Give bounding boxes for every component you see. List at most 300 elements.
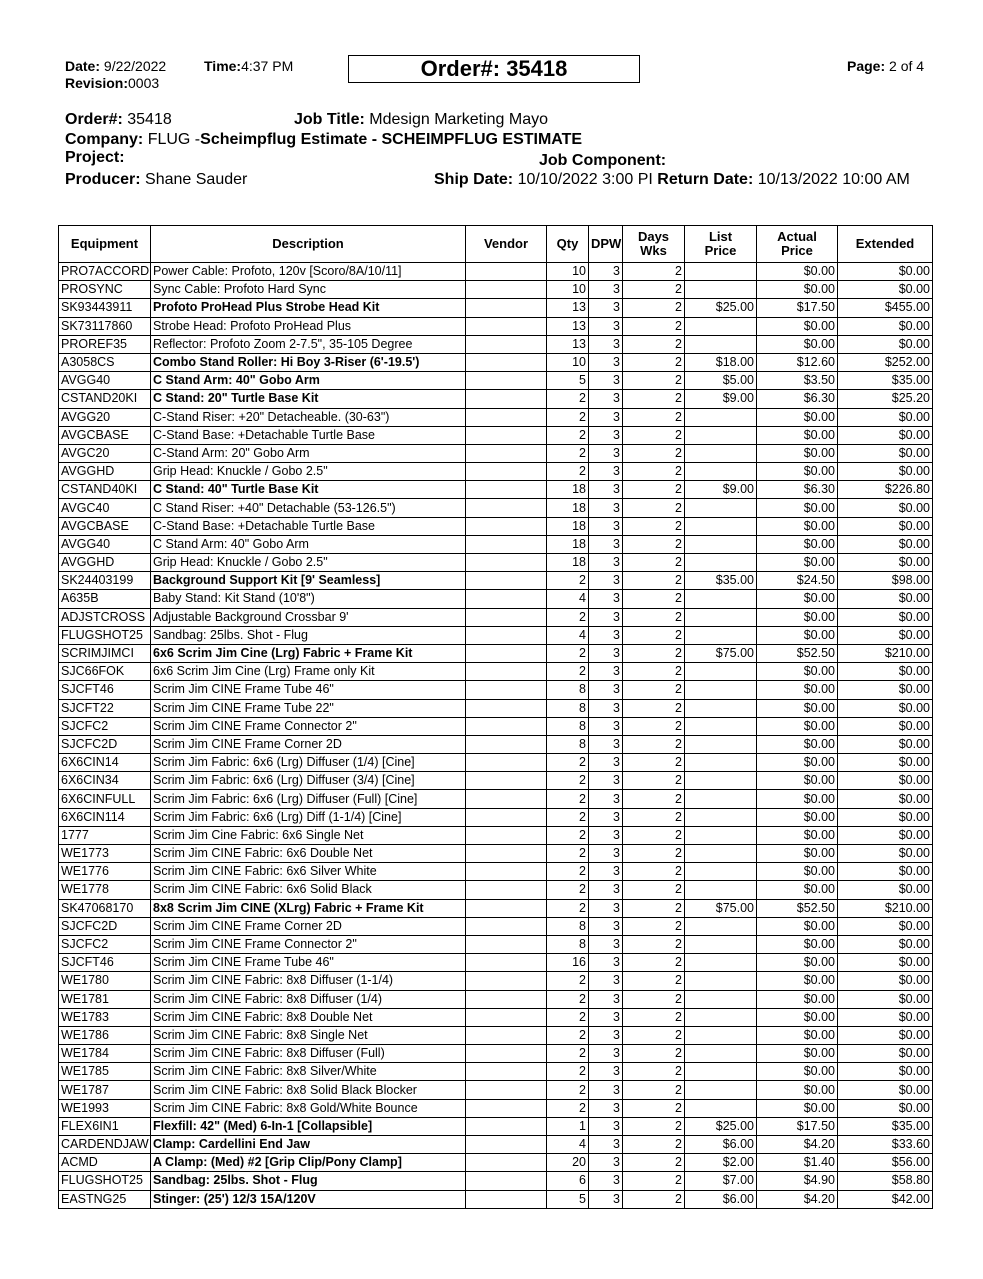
cell-vendor xyxy=(466,1081,547,1099)
revision-label: Revision: xyxy=(65,75,129,91)
cell-list-price xyxy=(685,263,757,281)
cell-qty: 16 xyxy=(547,954,589,972)
cell-vendor xyxy=(466,372,547,390)
cell-actual-price: $6.30 xyxy=(757,481,838,499)
table-row xyxy=(59,935,933,953)
cell-equipment: AVGC20 xyxy=(59,444,151,462)
cell-actual-price: $0.00 xyxy=(757,335,838,353)
cell-equipment: WE1785 xyxy=(59,1063,151,1081)
col-vendor: Vendor xyxy=(466,226,547,263)
cell-days: 2 xyxy=(623,881,685,899)
cell-qty: 5 xyxy=(547,1190,589,1208)
table-row xyxy=(59,1136,933,1154)
cell-description: Flexfill: 42" (Med) 6-In-1 [Collapsible] xyxy=(151,1117,466,1135)
cell-days: 2 xyxy=(623,372,685,390)
cell-extended: $58.80 xyxy=(838,1172,933,1190)
cell-qty: 18 xyxy=(547,535,589,553)
job-title-value: Mdesign Marketing Mayo xyxy=(369,111,549,128)
col-actual-price: Actual Price xyxy=(757,226,838,263)
cell-description: C Stand Riser: +40" Detachable (53-126.5") xyxy=(151,499,466,517)
cell-actual-price: $0.00 xyxy=(757,717,838,735)
table-row xyxy=(59,826,933,844)
cell-vendor xyxy=(466,1136,547,1154)
cell-description: Scrim Jim CINE Fabric: 8x8 Single Net xyxy=(151,1026,466,1044)
cell-vendor xyxy=(466,1117,547,1135)
table-row xyxy=(59,845,933,863)
cell-dpw: 3 xyxy=(589,463,623,481)
table-row xyxy=(59,554,933,572)
cell-days: 2 xyxy=(623,663,685,681)
cell-dpw: 3 xyxy=(589,263,623,281)
cell-vendor xyxy=(466,1190,547,1208)
cell-qty: 2 xyxy=(547,572,589,590)
time-label: Time: xyxy=(204,58,242,74)
cell-description: Power Cable: Profoto, 120v [Scoro/8A/10/11] xyxy=(151,263,466,281)
cell-dpw: 3 xyxy=(589,353,623,371)
cell-actual-price: $0.00 xyxy=(757,772,838,790)
cell-list-price xyxy=(685,717,757,735)
cell-equipment: SJC66FOK xyxy=(59,663,151,681)
cell-vendor xyxy=(466,808,547,826)
cell-description: Strobe Head: Profoto ProHead Plus xyxy=(151,317,466,335)
cell-extended: $56.00 xyxy=(838,1154,933,1172)
cell-description: Profoto ProHead Plus Strobe Head Kit xyxy=(151,299,466,317)
cell-qty: 8 xyxy=(547,917,589,935)
cell-qty: 2 xyxy=(547,1099,589,1117)
table-row xyxy=(59,317,933,335)
cell-days: 2 xyxy=(623,590,685,608)
cell-dpw: 3 xyxy=(589,390,623,408)
cell-equipment: WE1778 xyxy=(59,881,151,899)
cell-dpw: 3 xyxy=(589,1190,623,1208)
cell-dpw: 3 xyxy=(589,954,623,972)
cell-actual-price: $0.00 xyxy=(757,608,838,626)
cell-vendor xyxy=(466,535,547,553)
cell-equipment: CARDENDJAW xyxy=(59,1136,151,1154)
cell-vendor xyxy=(466,481,547,499)
cell-days: 2 xyxy=(623,735,685,753)
cell-description: Scrim Jim Fabric: 6x6 (Lrg) Diffuser (Full) [Cine] xyxy=(151,790,466,808)
ship-date-value: 10/10/2022 3:00 PI xyxy=(517,171,653,188)
cell-description: 8x8 Scrim Jim CINE (XLrg) Fabric + Frame Kit xyxy=(151,899,466,917)
cell-days: 2 xyxy=(623,626,685,644)
cell-dpw: 3 xyxy=(589,554,623,572)
cell-dpw: 3 xyxy=(589,699,623,717)
cell-days: 2 xyxy=(623,1190,685,1208)
cell-description: Scrim Jim CINE Frame Corner 2D xyxy=(151,735,466,753)
table-row xyxy=(59,517,933,535)
cell-vendor xyxy=(466,463,547,481)
project-label: Project: xyxy=(65,149,125,166)
cell-days: 2 xyxy=(623,426,685,444)
order-number-box: Order#: 35418 xyxy=(348,55,640,83)
cell-actual-price: $52.50 xyxy=(757,644,838,662)
cell-list-price xyxy=(685,1008,757,1026)
producer-label: Producer: xyxy=(65,171,141,188)
cell-actual-price: $0.00 xyxy=(757,590,838,608)
cell-dpw: 3 xyxy=(589,1172,623,1190)
cell-days: 2 xyxy=(623,335,685,353)
cell-vendor xyxy=(466,444,547,462)
cell-equipment: WE1787 xyxy=(59,1081,151,1099)
cell-qty: 13 xyxy=(547,317,589,335)
cell-dpw: 3 xyxy=(589,845,623,863)
cell-description: A Clamp: (Med) #2 [Grip Clip/Pony Clamp] xyxy=(151,1154,466,1172)
cell-list-price xyxy=(685,1045,757,1063)
cell-description: Scrim Jim CINE Fabric: 6x6 Double Net xyxy=(151,845,466,863)
cell-actual-price: $0.00 xyxy=(757,408,838,426)
cell-list-price xyxy=(685,535,757,553)
table-row xyxy=(59,972,933,990)
cell-days: 2 xyxy=(623,1063,685,1081)
cell-extended: $42.00 xyxy=(838,1190,933,1208)
cell-equipment: AVGG20 xyxy=(59,408,151,426)
cell-days: 2 xyxy=(623,608,685,626)
cell-equipment: AVGC40 xyxy=(59,499,151,517)
cell-description: Scrim Jim CINE Fabric: 6x6 Solid Black xyxy=(151,881,466,899)
table-row xyxy=(59,626,933,644)
cell-qty: 2 xyxy=(547,408,589,426)
cell-days: 2 xyxy=(623,499,685,517)
cell-equipment: WE1781 xyxy=(59,990,151,1008)
cell-actual-price: $0.00 xyxy=(757,463,838,481)
cell-vendor xyxy=(466,1172,547,1190)
cell-extended: $0.00 xyxy=(838,1045,933,1063)
cell-extended: $0.00 xyxy=(838,1099,933,1117)
table-row xyxy=(59,1172,933,1190)
cell-dpw: 3 xyxy=(589,626,623,644)
cell-equipment: PROREF35 xyxy=(59,335,151,353)
cell-description: Scrim Jim Fabric: 6x6 (Lrg) Diffuser (3/4) [Cine] xyxy=(151,772,466,790)
cell-qty: 2 xyxy=(547,644,589,662)
cell-days: 2 xyxy=(623,1008,685,1026)
cell-qty: 2 xyxy=(547,790,589,808)
cell-description: Background Support Kit [9' Seamless] xyxy=(151,572,466,590)
table-row xyxy=(59,663,933,681)
table-row xyxy=(59,917,933,935)
table-row xyxy=(59,590,933,608)
cell-list-price: $75.00 xyxy=(685,644,757,662)
cell-list-price xyxy=(685,590,757,608)
cell-extended: $0.00 xyxy=(838,608,933,626)
cell-description: Scrim Jim CINE Frame Tube 46" xyxy=(151,954,466,972)
cell-list-price xyxy=(685,699,757,717)
table-row xyxy=(59,1063,933,1081)
cell-vendor xyxy=(466,990,547,1008)
cell-equipment: SJCFT46 xyxy=(59,681,151,699)
cell-actual-price: $0.00 xyxy=(757,790,838,808)
cell-description: Sync Cable: Profoto Hard Sync xyxy=(151,281,466,299)
cell-dpw: 3 xyxy=(589,863,623,881)
cell-list-price xyxy=(685,281,757,299)
cell-equipment: FLEX6IN1 xyxy=(59,1117,151,1135)
table-row xyxy=(59,1008,933,1026)
cell-qty: 18 xyxy=(547,499,589,517)
ship-date-label: Ship Date: xyxy=(434,171,514,188)
cell-qty: 2 xyxy=(547,663,589,681)
cell-qty: 2 xyxy=(547,845,589,863)
cell-actual-price: $0.00 xyxy=(757,826,838,844)
cell-dpw: 3 xyxy=(589,572,623,590)
cell-extended: $0.00 xyxy=(838,1026,933,1044)
cell-dpw: 3 xyxy=(589,499,623,517)
cell-description: Scrim Jim CINE Fabric: 8x8 Solid Black Blocker xyxy=(151,1081,466,1099)
cell-vendor xyxy=(466,353,547,371)
cell-qty: 10 xyxy=(547,281,589,299)
table-row xyxy=(59,1117,933,1135)
cell-extended: $25.20 xyxy=(838,390,933,408)
cell-actual-price: $0.00 xyxy=(757,1063,838,1081)
order-label: Order#: xyxy=(65,111,123,128)
cell-actual-price: $0.00 xyxy=(757,1045,838,1063)
cell-dpw: 3 xyxy=(589,317,623,335)
return-date-value: 10/13/2022 10:00 AM xyxy=(757,171,910,188)
cell-vendor xyxy=(466,935,547,953)
cell-qty: 4 xyxy=(547,590,589,608)
cell-actual-price: $0.00 xyxy=(757,554,838,572)
table-row xyxy=(59,790,933,808)
cell-vendor xyxy=(466,845,547,863)
cell-equipment: WE1993 xyxy=(59,1099,151,1117)
cell-vendor xyxy=(466,590,547,608)
cell-actual-price: $4.20 xyxy=(757,1136,838,1154)
cell-dpw: 3 xyxy=(589,517,623,535)
cell-dpw: 3 xyxy=(589,590,623,608)
cell-equipment: WE1773 xyxy=(59,845,151,863)
cell-days: 2 xyxy=(623,572,685,590)
cell-description: Scrim Jim CINE Fabric: 8x8 Diffuser (Full) xyxy=(151,1045,466,1063)
cell-dpw: 3 xyxy=(589,663,623,681)
cell-list-price xyxy=(685,517,757,535)
cell-days: 2 xyxy=(623,281,685,299)
cell-vendor xyxy=(466,426,547,444)
cell-extended: $0.00 xyxy=(838,863,933,881)
table-row xyxy=(59,372,933,390)
cell-days: 2 xyxy=(623,1081,685,1099)
cell-qty: 2 xyxy=(547,899,589,917)
cell-qty: 4 xyxy=(547,626,589,644)
cell-dpw: 3 xyxy=(589,372,623,390)
cell-days: 2 xyxy=(623,772,685,790)
table-row xyxy=(59,735,933,753)
cell-actual-price: $0.00 xyxy=(757,281,838,299)
table-row xyxy=(59,1026,933,1044)
cell-qty: 13 xyxy=(547,299,589,317)
cell-days: 2 xyxy=(623,917,685,935)
table-row xyxy=(59,1154,933,1172)
cell-description: Grip Head: Knuckle / Gobo 2.5" xyxy=(151,554,466,572)
cell-actual-price: $0.00 xyxy=(757,990,838,1008)
cell-days: 2 xyxy=(623,790,685,808)
cell-days: 2 xyxy=(623,863,685,881)
cell-list-price xyxy=(685,335,757,353)
table-row xyxy=(59,717,933,735)
cell-actual-price: $0.00 xyxy=(757,426,838,444)
cell-equipment: WE1776 xyxy=(59,863,151,881)
cell-days: 2 xyxy=(623,899,685,917)
cell-days: 2 xyxy=(623,826,685,844)
cell-days: 2 xyxy=(623,408,685,426)
cell-dpw: 3 xyxy=(589,1026,623,1044)
cell-actual-price: $0.00 xyxy=(757,681,838,699)
cell-actual-price: $4.90 xyxy=(757,1172,838,1190)
cell-days: 2 xyxy=(623,1117,685,1135)
cell-vendor xyxy=(466,790,547,808)
cell-extended: $0.00 xyxy=(838,917,933,935)
cell-list-price xyxy=(685,663,757,681)
cell-actual-price: $52.50 xyxy=(757,899,838,917)
cell-description: Scrim Jim CINE Frame Tube 46" xyxy=(151,681,466,699)
cell-description: C Stand: 40" Turtle Base Kit xyxy=(151,481,466,499)
cell-description: Scrim Jim CINE Fabric: 8x8 Diffuser (1-1/4) xyxy=(151,972,466,990)
revision-line xyxy=(65,75,159,91)
cell-list-price xyxy=(685,772,757,790)
table-row xyxy=(59,954,933,972)
cell-dpw: 3 xyxy=(589,335,623,353)
date-label: Date: xyxy=(65,58,101,74)
cell-dpw: 3 xyxy=(589,608,623,626)
cell-equipment: FLUGSHOT25 xyxy=(59,1172,151,1190)
cell-qty: 8 xyxy=(547,717,589,735)
cell-equipment: SK93443911 xyxy=(59,299,151,317)
cell-qty: 2 xyxy=(547,1081,589,1099)
cell-list-price xyxy=(685,935,757,953)
table-row xyxy=(59,390,933,408)
cell-actual-price: $0.00 xyxy=(757,517,838,535)
table-row xyxy=(59,608,933,626)
cell-list-price: $5.00 xyxy=(685,372,757,390)
cell-dpw: 3 xyxy=(589,1063,623,1081)
cell-list-price: $18.00 xyxy=(685,353,757,371)
table-row xyxy=(59,499,933,517)
cell-equipment: EASTNG25 xyxy=(59,1190,151,1208)
cell-description: Combo Stand Roller: Hi Boy 3-Riser (6'-19.5') xyxy=(151,353,466,371)
cell-equipment: AVGGHD xyxy=(59,554,151,572)
cell-dpw: 3 xyxy=(589,935,623,953)
cell-extended: $0.00 xyxy=(838,1063,933,1081)
cell-extended: $0.00 xyxy=(838,426,933,444)
cell-qty: 8 xyxy=(547,735,589,753)
cell-list-price xyxy=(685,754,757,772)
cell-actual-price: $0.00 xyxy=(757,263,838,281)
col-description: Description xyxy=(151,226,466,263)
cell-equipment: AVGCBASE xyxy=(59,517,151,535)
cell-list-price xyxy=(685,735,757,753)
cell-equipment: CSTAND20KI xyxy=(59,390,151,408)
cell-extended: $0.00 xyxy=(838,590,933,608)
cell-qty: 10 xyxy=(547,263,589,281)
cell-dpw: 3 xyxy=(589,426,623,444)
cell-days: 2 xyxy=(623,808,685,826)
cell-days: 2 xyxy=(623,845,685,863)
cell-list-price xyxy=(685,554,757,572)
company-name: Scheimpflug Estimate - SCHEIMPFLUG ESTIMATE xyxy=(200,131,583,148)
cell-dpw: 3 xyxy=(589,535,623,553)
cell-days: 2 xyxy=(623,717,685,735)
col-extended: Extended xyxy=(838,226,933,263)
cell-equipment: 6X6CIN114 xyxy=(59,808,151,826)
cell-extended: $35.00 xyxy=(838,372,933,390)
cell-qty: 2 xyxy=(547,772,589,790)
cell-extended: $35.00 xyxy=(838,1117,933,1135)
cell-equipment: PROSYNC xyxy=(59,281,151,299)
cell-qty: 2 xyxy=(547,972,589,990)
cell-vendor xyxy=(466,717,547,735)
cell-days: 2 xyxy=(623,699,685,717)
table-row xyxy=(59,1081,933,1099)
cell-dpw: 3 xyxy=(589,1136,623,1154)
cell-description: 6x6 Scrim Jim Cine (Lrg) Frame only Kit xyxy=(151,663,466,681)
cell-actual-price: $0.00 xyxy=(757,1026,838,1044)
date-value: 9/22/2022 xyxy=(103,58,167,74)
table-row xyxy=(59,863,933,881)
table-row xyxy=(59,681,933,699)
cell-list-price: $2.00 xyxy=(685,1154,757,1172)
cell-list-price: $9.00 xyxy=(685,390,757,408)
cell-vendor xyxy=(466,281,547,299)
cell-description: Scrim Jim CINE Frame Corner 2D xyxy=(151,917,466,935)
cell-description: 6x6 Scrim Jim Cine (Lrg) Fabric + Frame Kit xyxy=(151,644,466,662)
cell-list-price xyxy=(685,444,757,462)
cell-vendor xyxy=(466,954,547,972)
table-row xyxy=(59,699,933,717)
company-prefix: FLUG - xyxy=(147,131,201,148)
cell-list-price xyxy=(685,608,757,626)
page-label: Page: xyxy=(847,58,886,74)
cell-extended: $0.00 xyxy=(838,681,933,699)
cell-days: 2 xyxy=(623,681,685,699)
cell-qty: 20 xyxy=(547,1154,589,1172)
cell-dpw: 3 xyxy=(589,754,623,772)
cell-dpw: 3 xyxy=(589,644,623,662)
cell-description: C-Stand Arm: 20" Gobo Arm xyxy=(151,444,466,462)
cell-vendor xyxy=(466,299,547,317)
cell-days: 2 xyxy=(623,644,685,662)
cell-dpw: 3 xyxy=(589,717,623,735)
cell-qty: 18 xyxy=(547,517,589,535)
cell-actual-price: $0.00 xyxy=(757,954,838,972)
table-row xyxy=(59,426,933,444)
cell-list-price: $9.00 xyxy=(685,481,757,499)
ship-return-info xyxy=(434,171,910,189)
table-row xyxy=(59,881,933,899)
cell-description: Scrim Jim CINE Fabric: 6x6 Silver White xyxy=(151,863,466,881)
cell-actual-price: $6.30 xyxy=(757,390,838,408)
cell-vendor xyxy=(466,754,547,772)
cell-qty: 2 xyxy=(547,863,589,881)
table-header-row xyxy=(59,226,933,263)
cell-list-price xyxy=(685,408,757,426)
cell-actual-price: $0.00 xyxy=(757,499,838,517)
cell-days: 2 xyxy=(623,1026,685,1044)
cell-actual-price: $0.00 xyxy=(757,1099,838,1117)
page-value: 2 of 4 xyxy=(889,58,925,74)
cell-description: C Stand Arm: 40" Gobo Arm xyxy=(151,535,466,553)
cell-equipment: 1777 xyxy=(59,826,151,844)
cell-list-price xyxy=(685,1063,757,1081)
cell-extended: $0.00 xyxy=(838,281,933,299)
cell-days: 2 xyxy=(623,990,685,1008)
cell-actual-price: $0.00 xyxy=(757,1008,838,1026)
cell-qty: 2 xyxy=(547,426,589,444)
cell-list-price xyxy=(685,1081,757,1099)
cell-extended: $0.00 xyxy=(838,808,933,826)
cell-vendor xyxy=(466,863,547,881)
cell-description: Grip Head: Knuckle / Gobo 2.5" xyxy=(151,463,466,481)
cell-description: Adjustable Background Crossbar 9' xyxy=(151,608,466,626)
revision-value: 0003 xyxy=(128,75,160,91)
cell-list-price xyxy=(685,681,757,699)
